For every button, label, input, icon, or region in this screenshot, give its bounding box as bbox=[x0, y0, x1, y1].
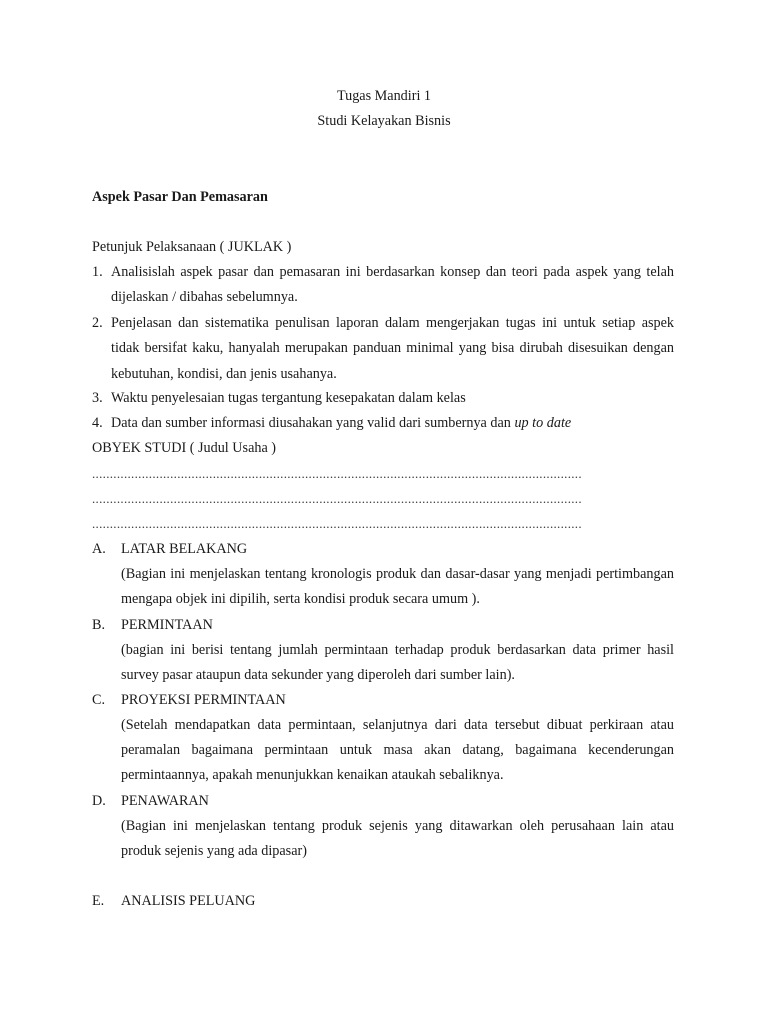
instruction-text-plain: Data dan sumber informasi diusahakan yang valid dari sumbernya dan bbox=[111, 415, 515, 431]
blank-fill-line: .......................................................................................................................................... bbox=[92, 516, 582, 531]
section-title: ANALISIS PELUANG bbox=[121, 893, 256, 909]
instructions-label: Petunjuk Pelaksanaan ( JUKLAK ) bbox=[92, 239, 292, 255]
section-title: PROYEKSI PERMINTAAN bbox=[121, 692, 286, 708]
section-title: PERMINTAAN bbox=[121, 617, 213, 633]
instruction-number: 4. bbox=[92, 415, 103, 431]
section-title: LATAR BELAKANG bbox=[121, 541, 248, 557]
section-letter: A. bbox=[92, 541, 106, 557]
instruction-text: Waktu penyelesaian tugas tergantung kesepakatan dalam kelas bbox=[111, 390, 466, 406]
study-object-label: OBYEK STUDI ( Judul Usaha ) bbox=[92, 440, 277, 456]
instruction-number: 3. bbox=[92, 390, 103, 406]
section-description: (Bagian ini menjelaskan tentang produk sejenis yang ditawarkan oleh perusahaan lain atau produk sejenis yang ada dipasar) bbox=[121, 818, 674, 860]
section-title: PENAWARAN bbox=[121, 793, 209, 809]
instruction-text: Penjelasan dan sistematika penulisan laporan dalam mengerjakan tugas ini untuk setiap aspek tidak bersifat kaku, hanyalah merupakan panduan minimal yang bisa dirubah disesuikan dengan kebutuhan, kondisi, dan jenis usahanya. bbox=[111, 315, 674, 382]
section-description: (Setelah mendapatkan data permintaan, selanjutnya dari data tersebut dibuat perkiraan atau peramalan bagaimana permintaan untuk masa akan datang, bagaimana kecenderungan permintaannya, apakah menunjukkan kenaikan ataukah sebaliknya. bbox=[121, 717, 674, 784]
section-letter: B. bbox=[92, 617, 106, 633]
blank-fill-line: .......................................................................................................................................... bbox=[92, 466, 582, 481]
document-title: Tugas Mandiri 1 bbox=[336, 88, 432, 104]
section-letter: C. bbox=[92, 692, 106, 708]
instruction-text bbox=[111, 415, 571, 432]
section-letter: E. bbox=[92, 893, 105, 909]
blank-fill-line: .......................................................................................................................................... bbox=[92, 491, 582, 506]
section-description: (bagian ini berisi tentang jumlah permintaan terhadap produk berdasarkan data primer hasil survey pasar ataupun data sekunder yang diperoleh dari sumber lain). bbox=[121, 642, 674, 684]
section-letter: D. bbox=[92, 793, 106, 809]
section-heading: Aspek Pasar Dan Pemasaran bbox=[92, 189, 268, 205]
instruction-number: 2. bbox=[92, 315, 103, 331]
instruction-text: Analisislah aspek pasar dan pemasaran ini berdasarkan konsep dan teori pada aspek yang telah dijelaskan / dibahas sebelumnya. bbox=[111, 264, 674, 306]
section-description: (Bagian ini menjelaskan tentang kronologis produk dan dasar-dasar yang menjadi pertimbangan mengapa objek ini dipilih, serta kondisi produk secara umum ). bbox=[121, 566, 674, 608]
instruction-number: 1. bbox=[92, 264, 103, 280]
instruction-text-italic: up to date bbox=[514, 415, 572, 431]
document-subtitle: Studi Kelayakan Bisnis bbox=[317, 113, 451, 129]
